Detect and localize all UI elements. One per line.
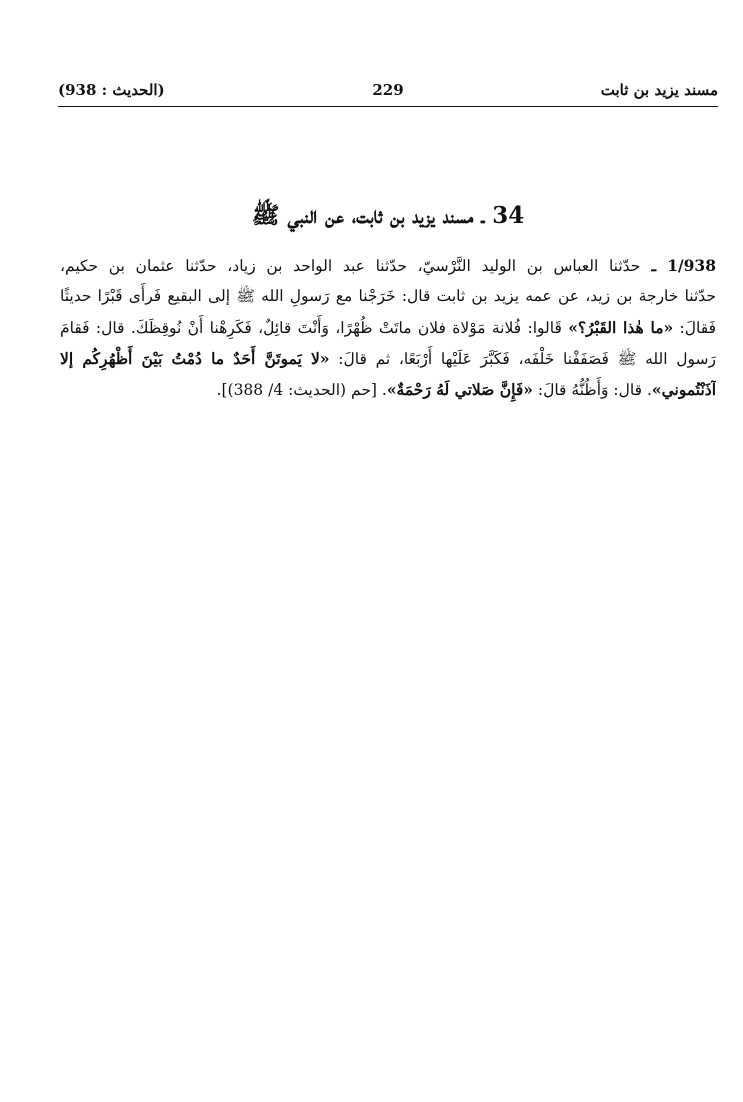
text-segment: . قال: وَأَظُنُّهُ قالَ: xyxy=(532,381,652,399)
text-segment: حدّثنا العباس بن الوليد النَّرْسيّ، حدّثنا عبد الواحد بن زياد، حدّثنا عثمان بن حكيم، xyxy=(60,257,641,275)
text-segment: حدّثنا خارجة بن زيد، عن عمه يزيد بن ثابت قال: خَرَجْنا مع رَسولِ الله ﷺ إلى البقيع فَرأَى قَبْرًا حديثًا xyxy=(60,287,716,305)
text-line xyxy=(60,374,716,405)
bold-text-segment: 1/938 ـ xyxy=(640,256,716,275)
text-segment: قَالوا: فُلانة مَوْلاة فلان ماتَتْ ظُهْرًا، وَأَنْتَ قائِلٌ، فَكَرِهْنا أَنْ نُوقِظَكَ. قال: فَقامَ xyxy=(60,319,569,337)
text-segment: . [حم (الحديث: 4/ 388)]. xyxy=(216,381,387,399)
text-segment: رَسول الله ﷺ فَصَفَفْنا خَلْفَه، فَكَبَّرَ عَلَيْها أَرْبَعًا، ثم قالَ: xyxy=(329,350,716,368)
text-line xyxy=(60,250,716,281)
bold-text-segment: «فَإِنَّ صَلاتي لَهُ رَحْمَةٌ» xyxy=(386,380,533,399)
header-rule xyxy=(58,106,718,107)
text-line xyxy=(60,281,716,312)
hadith-text xyxy=(60,250,716,405)
text-line xyxy=(60,343,716,374)
bold-text-segment: «ما هٰذا القَبْرُ؟» xyxy=(568,318,674,337)
header-page-number: 229 xyxy=(372,81,404,99)
bold-text-segment: آذَنْتُموني» xyxy=(651,380,716,399)
header-section-title: مسند يزيد بن ثابت xyxy=(600,81,718,99)
text-line xyxy=(60,312,716,343)
chapter-title: 34 ـ مسند يزيد بن ثابت، عن النبي ﷺ xyxy=(251,202,525,229)
text-segment: فَقالَ: xyxy=(673,319,716,337)
running-header xyxy=(58,78,718,102)
header-hadith-reference: (الحديث : 938) xyxy=(58,81,165,99)
bold-text-segment: «لا يَموتَنَّ أَحَدٌ ما دُمْتُ بَيْنَ أَظْهُرِكُم إلا xyxy=(60,349,330,368)
